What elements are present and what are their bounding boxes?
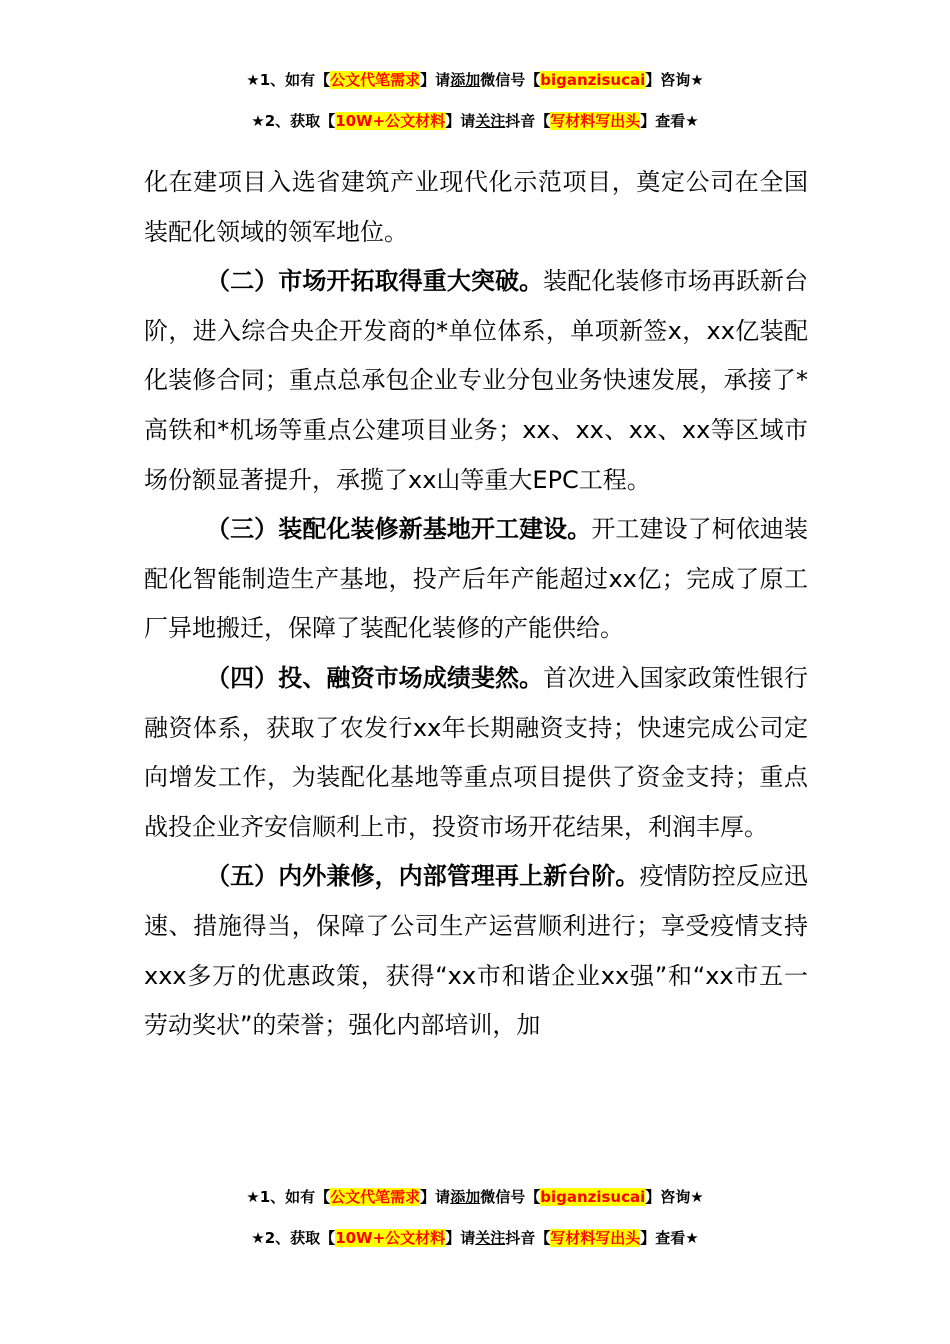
- notice-underlined: 关注: [475, 1229, 506, 1247]
- footer-notice-line-2: [0, 1227, 950, 1249]
- document-body: [144, 158, 808, 1051]
- notice-highlight: 公文代笔需求: [330, 71, 421, 89]
- notice-text: 微信号【: [480, 1188, 541, 1206]
- notice-text: 微信号【: [480, 71, 541, 89]
- notice-prefix: ★2、获取【: [251, 112, 336, 130]
- paragraph-internal-management: [144, 852, 808, 1050]
- notice-wechat-id: biganzisucai: [540, 1188, 646, 1206]
- section-heading: （二）市场开拓取得重大突破。: [206, 267, 544, 296]
- notice-suffix: 】查看★: [640, 1229, 699, 1247]
- notice-text: 】请: [445, 112, 476, 130]
- notice-underlined: 添加: [450, 71, 481, 89]
- notice-wechat-id: biganzisucai: [540, 71, 646, 89]
- notice-highlight: 10W+公文材料: [335, 1229, 446, 1247]
- header-notice-line-1: [0, 69, 950, 91]
- paragraph-new-base: [144, 505, 808, 654]
- paragraph-text: 装配化装修市场再跃新台阶，进入综合央企开发商的*单位体系，单项新签x，xx亿装配化装修合同；重点总承包企业专业分包业务快速发展，承接了*高铁和*机场等重点公建项目业务；xx、xx、xx、xx等区域市场份额显著提升，承揽了xx山等重大EPC工程。: [144, 267, 809, 494]
- paragraph-text: 疫情防控反应迅速、措施得当，保障了公司生产运营顺利进行；享受疫情支持xxx多万的优惠政策，获得“xx市和谐企业xx强”和“xx市五一劳动奖状”的荣誉；强化内部培训，加: [144, 862, 808, 1040]
- notice-suffix: 】咨询★: [645, 71, 704, 89]
- paragraph-market-expansion: [144, 257, 808, 505]
- paragraph-text: 开工建设了柯依迪装配化智能制造生产基地，投产后年产能超过xx亿；完成了原工厂异地搬迁，保障了装配化装修的产能供给。: [144, 515, 809, 643]
- notice-suffix: 】查看★: [640, 112, 699, 130]
- paragraph-financing: [144, 654, 808, 852]
- notice-prefix: ★1、如有【: [246, 1188, 331, 1206]
- paragraph-text: 首次进入国家政策性银行融资体系，获取了农发行xx年长期融资支持；快速完成公司定向增发工作，为装配化基地等重点项目提供了资金支持；重点战投企业齐安信顺利上市，投资市场开花结果，利润丰厚。: [144, 663, 809, 841]
- notice-douyin-id: 写材料写出头: [550, 1229, 641, 1247]
- header-notice-line-2: [0, 110, 950, 132]
- notice-prefix: ★1、如有【: [246, 71, 331, 89]
- section-heading: （三）装配化装修新基地开工建设。: [206, 515, 592, 544]
- footer-notice-line-1: [0, 1186, 950, 1208]
- section-heading: （五）内外兼修，内部管理再上新台阶。: [206, 862, 640, 891]
- notice-text: 】请: [420, 1188, 451, 1206]
- notice-suffix: 】咨询★: [645, 1188, 704, 1206]
- notice-text: 】请: [420, 71, 451, 89]
- notice-text: 抖音【: [505, 112, 551, 130]
- paragraph-continuation: 化在建项目入选省建筑产业现代化示范项目，奠定公司在全国装配化领域的领军地位。: [144, 168, 808, 246]
- notice-underlined: 添加: [450, 1188, 481, 1206]
- notice-highlight: 公文代笔需求: [330, 1188, 421, 1206]
- notice-text: 】请: [445, 1229, 476, 1247]
- notice-highlight: 10W+公文材料: [335, 112, 446, 130]
- section-heading: （四）投、融资市场成绩斐然。: [206, 663, 544, 692]
- notice-prefix: ★2、获取【: [251, 1229, 336, 1247]
- notice-underlined: 关注: [475, 112, 506, 130]
- notice-text: 抖音【: [505, 1229, 551, 1247]
- notice-douyin-id: 写材料写出头: [550, 112, 641, 130]
